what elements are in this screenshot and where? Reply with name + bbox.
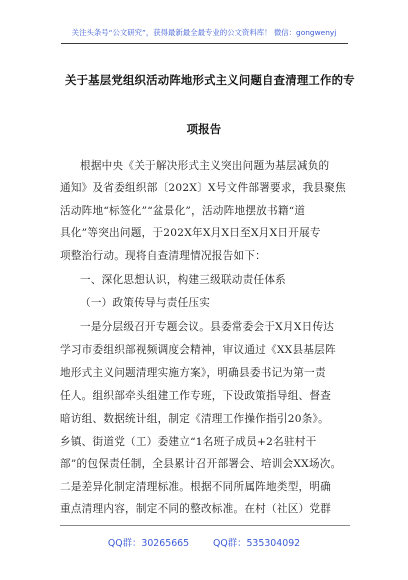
qq-group-label-2: QQ群： <box>212 538 247 549</box>
body-line: 地形式主义问题清理实施方案》，明确县委书记为第一责 <box>60 367 326 379</box>
header-promo-note: 关注头条号“公文研究”，获得最新最全最专业的公文资料库！ 微信：gongwenyj <box>71 28 337 37</box>
body-line: 乡镇、街道党（工）委建立“1名班子成员+2名驻村干 <box>60 436 317 448</box>
body-line: 根据中央《关于解决形式主义突出问题为基层减负的 <box>80 160 330 172</box>
qq-group-label-1: QQ群： <box>107 538 142 549</box>
body-line: 部”的包保责任制，全县累计召开部署会、培训会XX场次。 <box>60 458 342 470</box>
body-line: 任人。组织部牵头组建工作专班，下设政策指导组、督查 <box>60 390 332 402</box>
body-line: 一是分层级召开专题会议。县委常委会于X月X日传达 <box>80 321 335 333</box>
footer-divider <box>60 525 350 526</box>
body-line: 重点清理内容，制定不同的整改标准。在村（社区）党群 <box>60 503 332 515</box>
body-line: 具化”等突出问题，于202X年X月X日至X月X日开展专 <box>60 227 321 239</box>
subsection-heading: （一）政策传导与责任压实 <box>80 297 211 309</box>
document-title-line-2: 项报告 <box>186 122 222 136</box>
qq-group-number-1: 30265665 <box>141 538 190 549</box>
footer-spacer <box>189 538 213 549</box>
section-heading: 一、深化思想认识，构建三级联动责任体系 <box>80 274 287 286</box>
body-line: 暗访组、数据统计组，制定《清理工作操作指引20条》。 <box>60 413 329 425</box>
body-line: 项整治行动。现将自查清理情况报告如下： <box>60 250 267 262</box>
body-line: 二是差异化制定清理标准。根据不同所属阵地类型，明确 <box>60 481 332 493</box>
body-line: 活动阵地“标签化”“盆景化”，活动阵地摆放书籍“道 <box>60 205 306 217</box>
body-line: 通知》及省委组织部〔202X〕X号文件部署要求，我县聚焦 <box>60 182 346 194</box>
header-divider <box>61 43 348 44</box>
document-title-line-1: 关于基层党组织活动阵地形式主义问题自查清理工作的专 <box>65 73 355 87</box>
qq-group-number-2: 535304092 <box>246 538 301 549</box>
body-line: 学习市委组织部视频调度会精神，审议通过《XX县基层阵 <box>60 344 336 356</box>
footer-qq-groups <box>0 535 408 549</box>
